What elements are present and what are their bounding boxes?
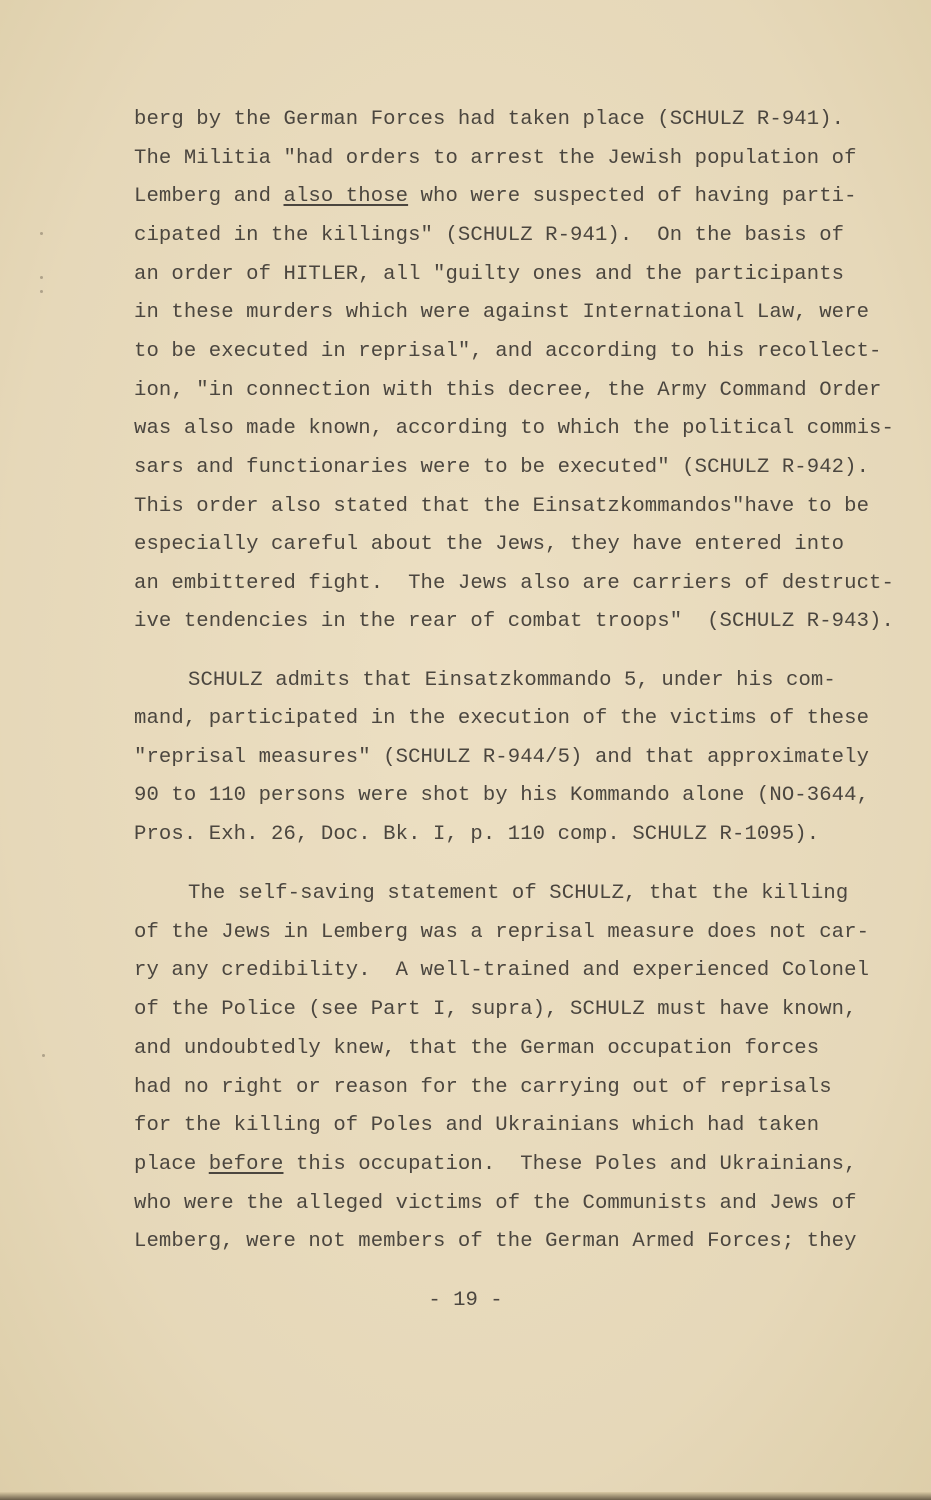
text-line: who were the alleged victims of the Communists and Jews of <box>134 1191 857 1215</box>
text-line: cipated in the killings" (SCHULZ R-941). On the basis of <box>134 223 845 247</box>
text-line: ion, "in connection with this decree, the Army Command Order <box>134 378 882 402</box>
text-line: to be executed in reprisal", and according to his recollect- <box>134 339 882 363</box>
text-line: an order of HITLER, all "guilty ones and the participants <box>134 262 845 286</box>
paper-speck <box>40 290 43 293</box>
paper-speck <box>40 232 43 235</box>
text-line: The Militia "had orders to arrest the Jewish population of <box>134 146 857 170</box>
text-line: The self-saving statement of SCHULZ, that the killing <box>188 882 849 905</box>
page-number: - 19 - <box>428 1289 503 1312</box>
text-line: berg by the German Forces had taken place (SCHULZ R-941). <box>134 108 845 131</box>
text-line: mand, participated in the execution of the victims of these <box>134 707 870 731</box>
text-line: This order also stated that the Einsatzkommandos"have to be <box>134 494 870 518</box>
text-line: sars and functionaries were to be executed" (SCHULZ R-942). <box>134 455 870 479</box>
underlined-text: before <box>208 1152 284 1176</box>
text-line: in these murders which were against International Law, were <box>134 301 870 325</box>
text-line: especially careful about the Jews, they have entered into <box>134 533 845 557</box>
text-line: an embittered fight. The Jews also are carriers of destruct- <box>134 571 894 595</box>
text-line: and undoubtedly knew, that the German occupation forces <box>134 1036 820 1060</box>
text-line: Pros. Exh. 26, Doc. Bk. I, p. 110 comp. SCHULZ R-1095). <box>134 822 820 846</box>
paper-speck <box>42 1054 45 1057</box>
text-line: 90 to 110 persons were shot by his Kommando alone (NO-3644, <box>134 784 870 808</box>
text-line: SCHULZ admits that Einsatzkommando 5, under his com- <box>188 669 836 692</box>
text-line: was also made known, according to which the political commis- <box>134 417 894 441</box>
text-line: had no right or reason for the carrying out of reprisals <box>134 1075 832 1099</box>
text-line: "reprisal measures" (SCHULZ R-944/5) and that approximately <box>134 745 870 769</box>
underlined-text: also those <box>283 185 409 209</box>
text-line: Lemberg and also those who were suspected of having parti- <box>134 185 857 209</box>
paper-speck <box>40 276 43 279</box>
text-line: of the Police (see Part I, supra), SCHULZ must have known, <box>134 998 857 1022</box>
text-line: ry any credibility. A well-trained and experienced Colonel <box>134 959 870 983</box>
text-line: for the killing of Poles and Ukrainians which had taken <box>134 1114 820 1138</box>
page-bottom-edge <box>0 1492 931 1500</box>
text-line: Lemberg, were not members of the German Armed Forces; they <box>134 1230 857 1254</box>
text-line: ive tendencies in the rear of combat troops" (SCHULZ R-943). <box>134 610 894 634</box>
text-line: place before this occupation. These Poles and Ukrainians, <box>134 1152 857 1176</box>
text-line: of the Jews in Lemberg was a reprisal measure does not car- <box>134 920 870 944</box>
